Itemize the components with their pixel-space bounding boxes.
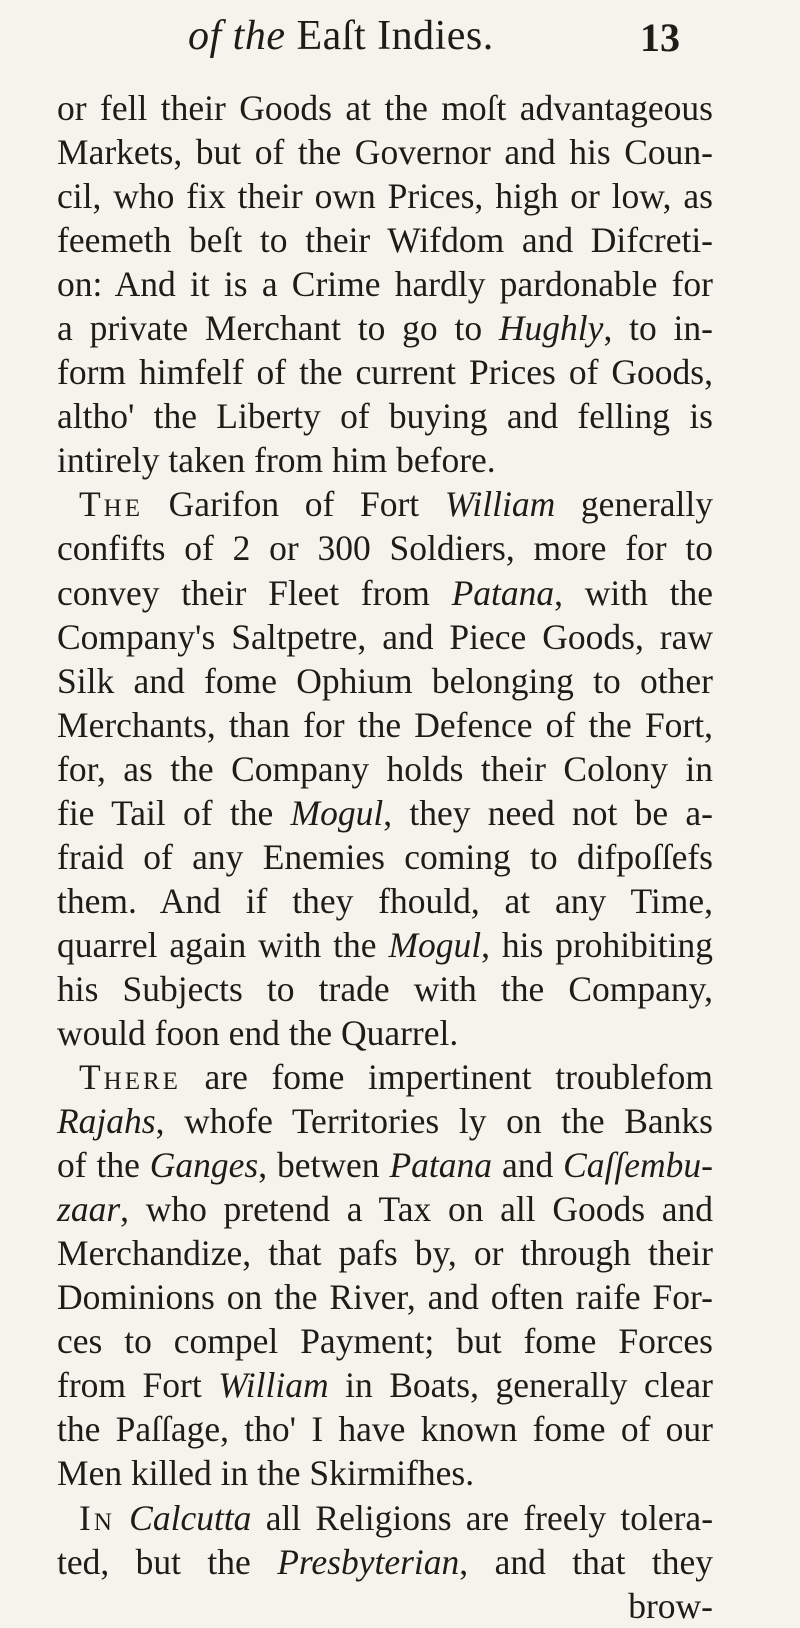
text-line: [57, 791, 713, 835]
text-line: [57, 1540, 713, 1584]
text-line: [57, 747, 713, 791]
page-number: 13: [640, 15, 680, 60]
text-run: altho' the Liberty of buying and felling is: [57, 396, 713, 437]
text-line: [57, 1363, 713, 1407]
text-run: Silk and fome Ophium belonging to other: [57, 660, 713, 701]
italic-run: Mogul: [388, 924, 482, 965]
text-line: [57, 1275, 713, 1319]
text-line: [57, 835, 713, 879]
text-line: [57, 394, 713, 438]
text-run: quarrel again with the: [57, 924, 389, 965]
italic-run: Mogul: [290, 792, 384, 833]
text-run: Markets, but of the Governor and his Coun-: [57, 132, 713, 173]
text-line: [57, 86, 713, 130]
text-run: and: [492, 1145, 564, 1186]
text-run: brow-: [628, 1585, 713, 1626]
text-run: the Paſſage, tho' I have known fome of our: [57, 1409, 713, 1450]
text-run: a private Merchant to go to: [57, 308, 499, 349]
text-line: [57, 130, 713, 174]
text-run: ted, but the: [57, 1541, 278, 1582]
text-line: [57, 1496, 713, 1540]
text-run: , to in-: [603, 308, 713, 349]
italic-run: William: [444, 484, 556, 525]
text-run: generally: [555, 484, 713, 525]
text-run: Garifon of Fort: [143, 484, 445, 525]
text-run: in Boats, generally clear: [328, 1365, 714, 1406]
text-run: , his prohibiting: [481, 924, 713, 965]
text-line: [57, 1143, 713, 1187]
italic-run: William: [218, 1365, 329, 1406]
text-line: [57, 1407, 713, 1451]
text-line: [57, 438, 713, 482]
text-run: on: And it is a Crime hardly pardonable for: [57, 264, 713, 305]
text-line: [57, 350, 713, 394]
text-run: are fome impertinent troublefom: [180, 1057, 713, 1098]
running-title-roman: Eaſt Indies.: [296, 13, 494, 59]
text-line: [57, 482, 713, 526]
text-run: ces to compel Payment; but fome Forces: [57, 1321, 713, 1362]
text-run: Merchants, than for the Defence of the Fort,: [57, 704, 713, 745]
italic-run: Caſſembu-: [563, 1145, 713, 1186]
text-run: fie Tail of the: [57, 792, 291, 833]
italic-run: zaar: [57, 1189, 121, 1230]
text-line: [57, 1099, 713, 1143]
text-run: fraid of any Enemies coming to difpoſſefs: [57, 836, 713, 877]
text-run: [115, 1498, 129, 1538]
italic-run: Hughly: [498, 308, 604, 349]
italic-run: Presbyterian: [277, 1541, 460, 1582]
text-line: [57, 174, 713, 218]
text-line: [57, 615, 713, 659]
text-line: [57, 659, 713, 703]
text-run: Company's Saltpetre, and Piece Goods, raw: [57, 616, 713, 657]
text-run: convey their Fleet from: [57, 572, 452, 613]
small-caps-run: There: [79, 1057, 181, 1098]
text-run: Men killed in the Skirmifhes.: [57, 1453, 475, 1494]
text-run: intirely taken from him before.: [57, 440, 496, 481]
text-run: of the: [57, 1145, 150, 1186]
text-run: would foon end the Quarrel.: [57, 1012, 459, 1053]
text-line: [57, 703, 713, 747]
small-caps-run: In: [79, 1497, 115, 1538]
text-run: , with the: [554, 572, 714, 613]
page-header: [0, 8, 800, 74]
text-line: [57, 571, 713, 615]
text-line: [57, 1055, 713, 1099]
text-line: [57, 1011, 713, 1055]
italic-run: Patana: [451, 572, 555, 613]
text-run: Dominions on the River, and often raife For-: [57, 1277, 713, 1318]
text-run: Merchandize, that pafs by, or through their: [57, 1233, 713, 1274]
running-title-italic: of the: [188, 13, 286, 59]
text-line: [57, 879, 713, 923]
italic-run: Calcutta: [129, 1497, 252, 1538]
text-line: [57, 1187, 713, 1231]
italic-run: Rajahs: [57, 1101, 156, 1142]
text-run: , they need not be a-: [383, 792, 713, 833]
text-run: , betwen: [258, 1145, 390, 1186]
text-line: [57, 306, 713, 350]
small-caps-run: The: [79, 484, 144, 525]
running-title: [188, 12, 494, 60]
body-text: [57, 86, 713, 1628]
text-line: [57, 218, 713, 262]
text-run: all Religions are freely tolera-: [251, 1497, 714, 1538]
text-line: [57, 526, 713, 570]
text-run: them. And if they fhould, at any Time,: [57, 880, 713, 921]
italic-run: Ganges: [149, 1145, 259, 1186]
text-run: , who pretend a Tax on all Goods and: [120, 1189, 713, 1230]
text-run: for, as the Company holds their Colony in: [57, 748, 713, 789]
text-run: form himfelf of the current Prices of Goods,: [57, 352, 713, 393]
text-line: [57, 1231, 713, 1275]
text-run: his Subjects to trade with the Company,: [57, 968, 713, 1009]
text-line: [57, 1319, 713, 1363]
text-line: [57, 967, 713, 1011]
text-run: , whofe Territories ly on the Banks: [155, 1101, 713, 1142]
text-line: [57, 1451, 713, 1495]
text-run: , and that they: [459, 1541, 713, 1582]
text-line: [57, 923, 713, 967]
text-run: from Fort: [57, 1365, 219, 1406]
text-run: confifts of 2 or 300 Soldiers, more for to: [57, 528, 713, 569]
text-run: feemeth beſt to their Wifdom and Difcreti-: [57, 220, 713, 261]
text-run: cil, who fix their own Prices, high or low, as: [57, 176, 713, 217]
text-run: or fell their Goods at the moſt advantageous: [57, 88, 713, 128]
text-line: [57, 1584, 713, 1628]
italic-run: Patana: [389, 1145, 493, 1186]
text-line: [57, 262, 713, 306]
